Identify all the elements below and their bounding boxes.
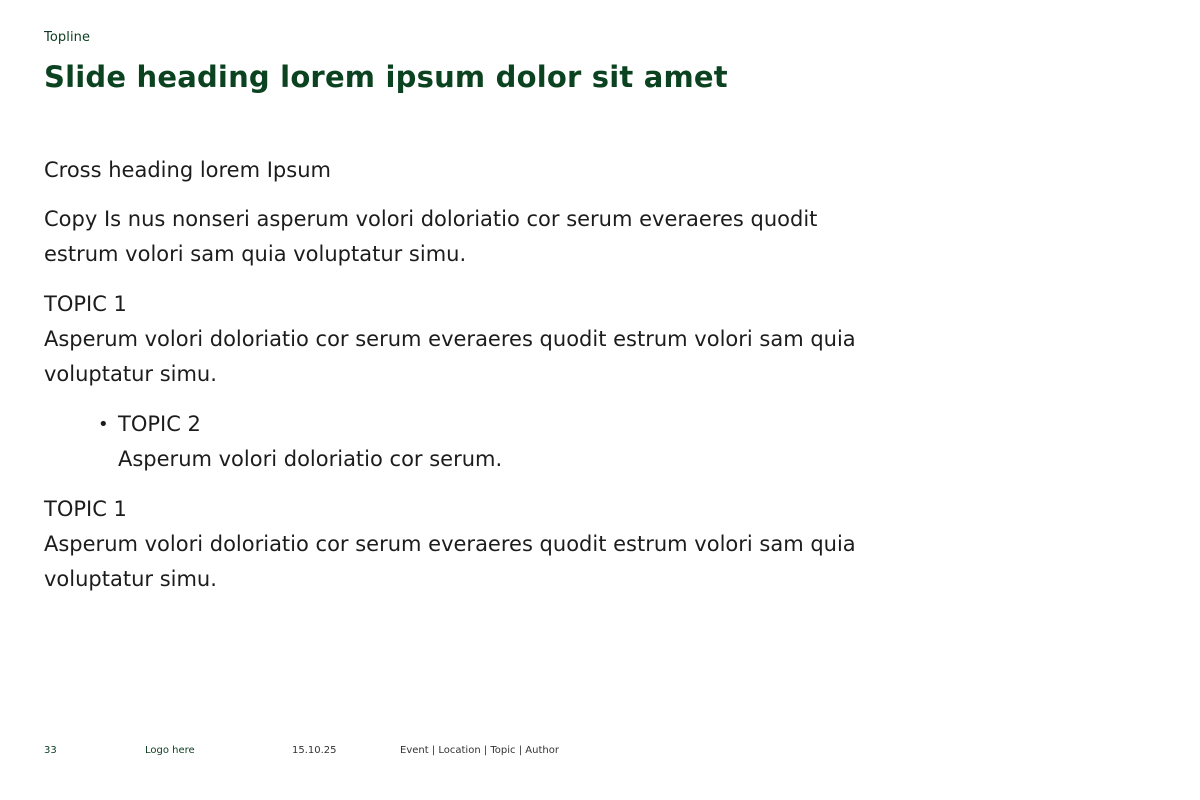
page-number: 33	[44, 745, 57, 756]
slide-footer	[0, 745, 1200, 761]
bullet-icon: •	[98, 414, 109, 435]
topic-title: TOPIC 1	[44, 497, 127, 521]
sub-topic-title: TOPIC 2	[118, 412, 201, 436]
slide-content	[44, 153, 944, 612]
footer-date: 15.10.25	[292, 745, 337, 756]
topline: Topline	[44, 30, 91, 45]
cross-heading: Cross heading lorem Ipsum	[44, 158, 331, 182]
topic-block	[44, 287, 944, 392]
slide-heading: Slide heading lorem ipsum dolor sit amet	[44, 60, 728, 94]
list-item	[98, 407, 944, 477]
logo-placeholder: Logo here	[145, 745, 195, 756]
sub-topic-list	[44, 407, 944, 477]
copy-paragraph: Copy Is nus nonseri asperum volori doloriatio cor serum everaeres quodit estrum volori sam quia voluptatur simu.	[44, 207, 818, 266]
topic-title: TOPIC 1	[44, 292, 127, 316]
footer-meta: Event | Location | Topic | Author	[400, 745, 559, 756]
topic-block	[44, 492, 944, 597]
sub-topic-text: Asperum volori doloriatio cor serum.	[118, 447, 503, 471]
topic-text: Asperum volori doloriatio cor serum everaeres quodit estrum volori sam quia voluptatur simu.	[44, 532, 856, 591]
topic-text: Asperum volori doloriatio cor serum everaeres quodit estrum volori sam quia voluptatur simu.	[44, 327, 856, 386]
